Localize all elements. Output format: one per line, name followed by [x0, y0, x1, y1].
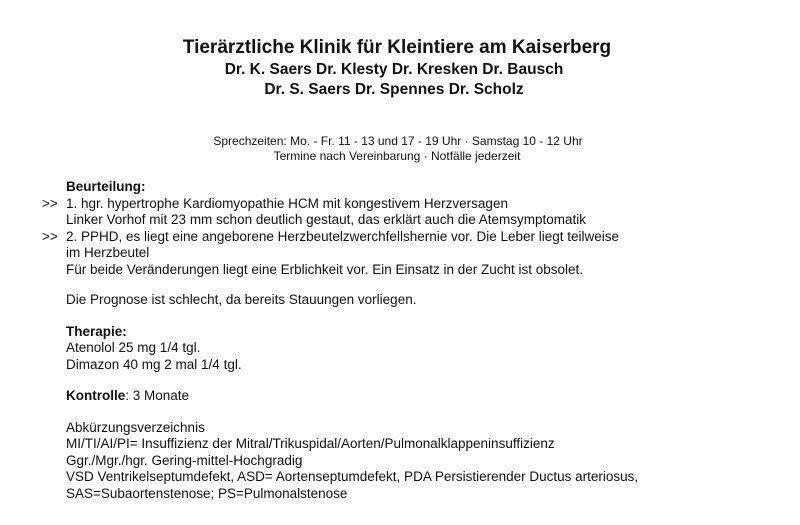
abbreviations-heading: Abkürzungsverzeichnis [66, 419, 205, 435]
finding-1: 1. hgr. hypertrophe Kardiomyopathie HCM mit kongestivem Herzversagen [66, 195, 508, 211]
control-line [66, 388, 786, 405]
finding-1-detail: Linker Vorhof mit 23 mm schon deutlich gestaut, das erklärt auch die Atemsymptomatik [66, 212, 586, 227]
medication-2: Dimazon 40 mg 2 mal 1/4 tgl. [66, 356, 242, 372]
report-body [42, 179, 786, 502]
abbreviation-line-4: SAS=Subaortenstenose; PS=Pulmonalstenose [66, 485, 348, 501]
marker-arrow-1: >> [42, 195, 58, 211]
office-hours-line-2: Termine nach Vereinbarung · Notfälle jederzeit [273, 149, 521, 163]
marker-arrow-2: >> [42, 228, 58, 244]
heredity-note: Für beide Veränderungen liegt eine Erblichkeit vor. Ein Einsatz in der Zucht ist obsolet. [66, 261, 584, 277]
assessment-heading: Beurteilung: [66, 179, 146, 194]
finding-1-line [42, 195, 786, 213]
doctors-line-2: Dr. S. Saers Dr. Spennes Dr. Scholz [264, 81, 524, 98]
finding-2-continuation: im Herzbeutel [66, 245, 150, 260]
prognosis: Die Prognose ist schlecht, da bereits Stauungen vorliegen. [66, 292, 417, 307]
letterhead [0, 36, 800, 100]
doctors-line-1: Dr. K. Saers Dr. Klesty Dr. Kresken Dr. Bausch [224, 61, 564, 78]
control-heading: Kontrolle [66, 388, 126, 403]
finding-2: 2. PPHD, es liegt eine angeborene Herzbeutelzwerchfellshernie vor. Die Leber liegt teilweise [66, 228, 620, 244]
therapy-heading: Therapie: [66, 323, 127, 339]
office-hours-line-1: Sprechzeiten: Mo. - Fr. 11 - 13 und 17 - 19 Uhr · Samstag 10 - 12 Uhr [213, 134, 583, 148]
medication-1: Atenolol 25 mg 1/4 tgl. [66, 340, 201, 355]
office-hours [0, 134, 800, 164]
abbreviation-line-3: VSD Ventrikelseptumdefekt, ASD= Aortenseptumdefekt, PDA Persistierender Ductus arteriosus, [66, 469, 639, 484]
abbreviation-line-1: MI/TI/AI/PI= Insuffizienz der Mitral/Trikuspidal/Aorten/Pulmonalklappeninsuffizienz [66, 436, 555, 451]
control-value: : 3 Monate [125, 388, 190, 403]
clinic-name: Tierärztliche Klinik für Kleintiere am Kaiserberg [182, 37, 612, 58]
finding-2-line [42, 228, 786, 246]
abbreviation-line-2: Ggr./Mgr./hgr. Gering-mittel-Hochgradig [66, 452, 303, 468]
